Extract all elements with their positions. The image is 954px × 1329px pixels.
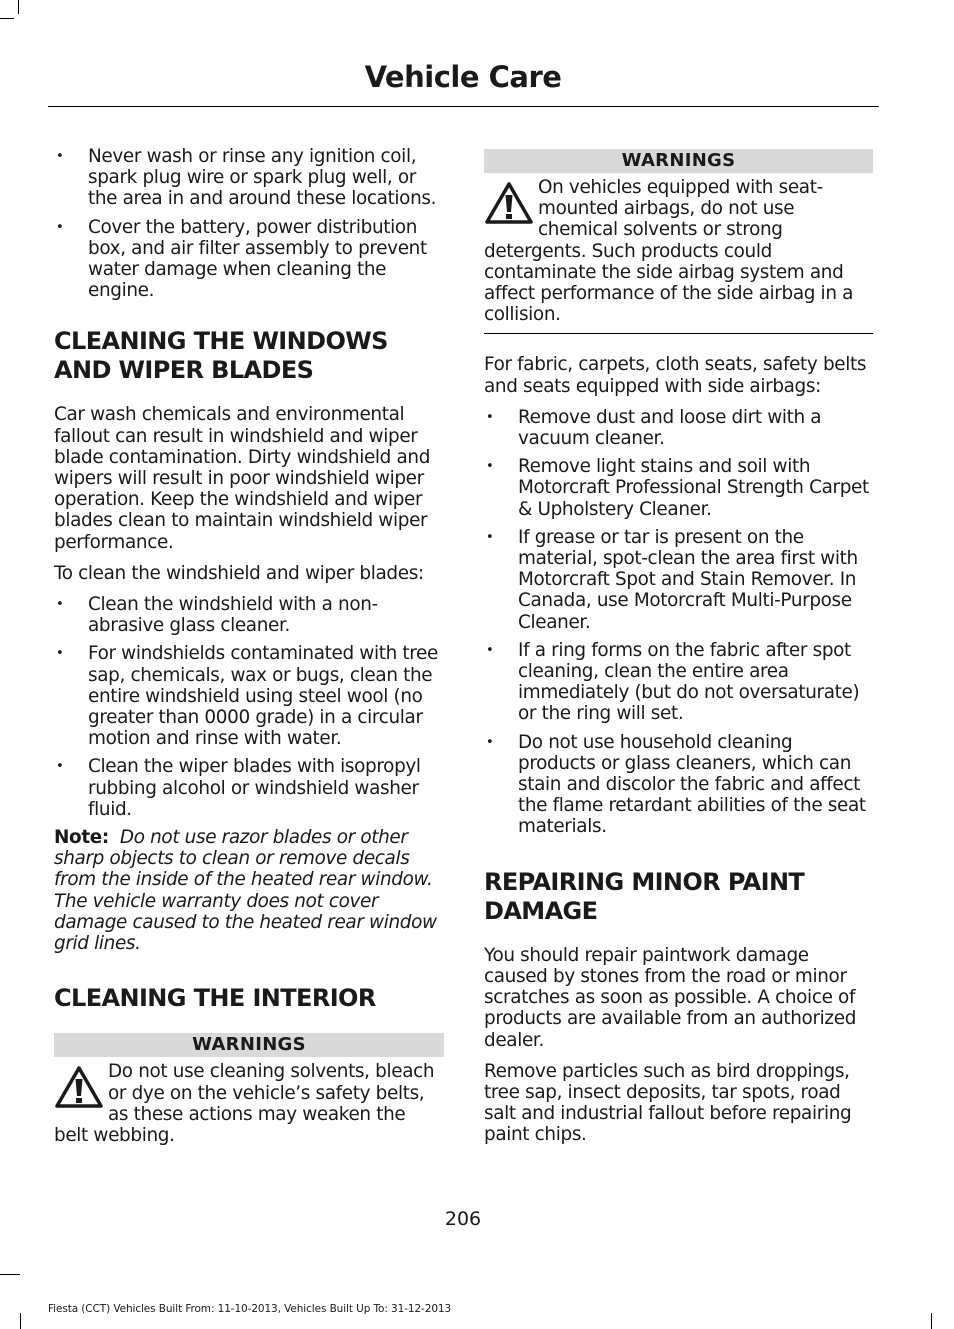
note [54,827,444,954]
list-item [54,643,444,749]
bullet: • [486,734,494,750]
title-divider [48,106,879,107]
bullet: • [56,219,64,235]
fabric-cleaning-list [484,407,873,838]
list-item-text: Clean the windshield with a non-abrasive glass cleaner. [88,594,378,637]
bullet: • [56,149,64,164]
section-heading-paint: REPAIRING MINOR PAINT DAMAGE [484,867,805,925]
bullet: • [56,759,64,775]
bullet: • [486,529,494,545]
list-item [484,640,873,725]
crop-mark [931,1313,932,1329]
page-title: Vehicle Care [364,60,562,94]
paragraph: For fabric, carpets, cloth seats, safety belts and seats equipped with side airbags: [484,354,867,397]
list-item-text: Cover the battery, power distribution box, and air filter assembly to prevent water damage when cleaning the engine. [88,216,427,302]
list-item [484,456,873,520]
paragraph: You should repair paintwork damage caused by stones from the road or minor scratches as soon as possible. A choice of products are available from an authorized dealer. [484,944,857,1051]
bullet: • [486,409,494,425]
list-item-text: Remove dust and loose dirt with a vacuum cleaner. [518,406,822,450]
warning-box [484,177,873,325]
warning-divider [484,333,873,334]
warning-text: On vehicles equipped with seat-mounted airbags, do not use chemical solvents or strong detergents. Such products could contaminate the side airbag system and affect performance of the side airbag in a collision. [484,177,854,326]
note-text: Do not use razor blades or other sharp objects to clean or remove decals from the inside of the heated rear window. The vehicle warranty does not cover damage caused to the heated rear window grid lines. [54,827,437,955]
list-item-text: If grease or tar is present on the material, spot-clean the area first with Motorcraft Spot and Stain Remover. In Canada, use Motorcraft Multi-Purpose Cleaner. [518,526,858,633]
windshield-list [54,594,444,820]
list-item [54,756,444,820]
list-item [54,146,444,210]
engine-cleaning-list [54,146,444,301]
warning-triangle-icon [54,1065,104,1109]
warning-text: Do not use cleaning solvents, bleach or dye on the vehicle’s safety belts, as these actions may weaken the belt webbing. [54,1061,435,1146]
page-number: 206 [444,1208,482,1230]
section-heading-windows: CLEANING THE WINDOWS AND WIPER BLADES [54,327,388,385]
warning-triangle-icon [484,181,534,225]
warning-box [54,1061,444,1146]
list-item [54,217,444,302]
left-column [54,146,444,1146]
list-item-text: If a ring forms on the fabric after spot cleaning, clean the entire area immediately (but do not oversaturate) or the ring will set. [518,639,860,725]
bullet: • [56,597,64,613]
footer-text: Fiesta (CCT) Vehicles Built From: 11-10-2013, Vehicles Built Up To: 31-12-2013 [48,1303,452,1315]
crop-mark [18,0,19,14]
bullet: • [56,646,64,662]
list-item [484,527,873,633]
bullet: • [486,642,494,658]
list-item [484,732,873,838]
list-item-text: Clean the wiper blades with isopropyl rubbing alcohol or windshield washer fluid. [88,756,421,820]
warnings-header: WARNINGS [54,1033,444,1057]
right-column [484,146,873,1156]
paragraph: Car wash chemicals and environmental fallout can result in windshield and wiper blade contamination. Dirty windshield and wipers will result in poor windshield wiper operation. Keep the windshield and wiper blades clean to maintain windshield wiper performance. [54,404,431,553]
list-item [54,594,444,636]
list-item-text: Remove light stains and soil with Motorcraft Professional Strength Carpet & Upholstery Cleaner. [518,456,869,520]
list-item-text: Do not use household cleaning products or glass cleaners, which can stain and discolor the fabric and affect the flame retardant abilities of the seat materials. [518,731,866,838]
paragraph: To clean the windshield and wiper blades: [54,562,424,584]
crop-mark [0,18,14,19]
bullet: • [486,459,494,475]
section-heading-interior: CLEANING THE INTERIOR [54,984,376,1013]
warnings-header: WARNINGS [484,149,873,173]
crop-mark [20,1313,21,1329]
list-item [484,407,873,449]
note-label: Note: [54,827,109,849]
list-item-text: For windshields contaminated with tree sap, chemicals, wax or bugs, clean the entire windshield using steel wool (no greater than 0000 grade) in a circular motion and rinse with water. [88,643,438,750]
paragraph: Remove particles such as bird droppings, tree sap, insect deposits, tar spots, road salt and industrial fallout before repairing paint chips. [484,1060,852,1146]
crop-mark [0,1274,20,1275]
list-item-text: Never wash or rinse any ignition coil, spark plug wire or spark plug well, or the area in and around these locations. [88,146,437,210]
